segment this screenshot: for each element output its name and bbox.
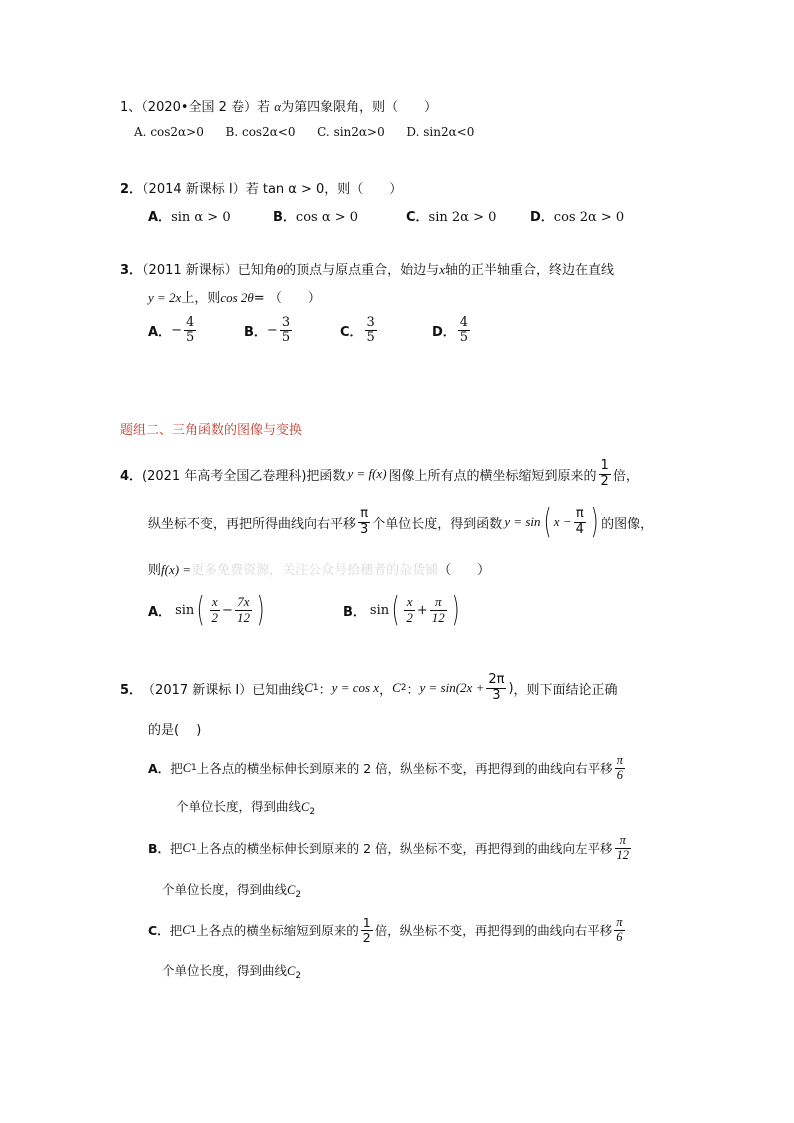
q5-number: 5． <box>120 682 143 698</box>
q3-option-b[interactable]: B． − $\frac{3}{5}$ <box>244 315 291 346</box>
q5-stem-line2: 的是( ) <box>148 723 202 738</box>
q4-option-b[interactable]: B． sin ( $\frac{x}{2}$ + $\frac{\pi}{12}$ ) <box>343 590 460 630</box>
q4-option-a[interactable]: A． sin ( $\frac{x}{2}$ − $\frac{7x}{12}$ ) <box>148 590 265 630</box>
q4-number: 4． <box>120 468 143 484</box>
q1-option-d[interactable]: D. sin2α<0 <box>406 125 475 139</box>
q5-option-b-cont: 个单位长度，得到曲线$C_2$ <box>162 882 302 900</box>
q3-stem-line1: 3．（2011 新课标）已知角θ的顶点与原点重合，始边与x轴的正半轴重合，终边在直线 <box>120 262 614 278</box>
q1-number: 1 <box>120 100 129 115</box>
q2-number: 2． <box>120 182 143 197</box>
q2-stem: 2．（2014 新课标 I）若 tan α > 0，则（ ） <box>120 182 403 197</box>
q3-option-d[interactable]: D． $\frac{4}{5}$ <box>432 315 469 346</box>
q2-option-a[interactable]: A．sin α > 0 <box>148 210 231 225</box>
q4-source: (2021 年高考全国乙卷理科) <box>142 468 307 484</box>
q3-options <box>148 316 548 358</box>
q1-stem: 1、（2020•全国 2 卷）若 α为第四象限角，则（ ） <box>120 99 438 115</box>
q1-option-b[interactable]: B. cos2α<0 <box>225 125 296 139</box>
q5-source: （2017 新课标 I） <box>142 682 253 698</box>
q2-option-c[interactable]: C．sin 2α > 0 <box>406 210 497 225</box>
q5-option-b[interactable]: B． 把 C 1 上各点的横坐标伸长到原来的 2 倍，纵坐标不变，再把得到的曲线向左平移 $\frac{\pi}{12}$ <box>148 832 630 862</box>
q3-option-a[interactable]: A． − $\frac{4}{5}$ <box>148 315 195 346</box>
q2-option-b[interactable]: B．cos α > 0 <box>273 210 359 225</box>
q1-option-a[interactable]: A. cos2α>0 <box>134 125 204 139</box>
q5-option-c-cont: 个单位长度，得到曲线$C_2$ <box>162 963 302 981</box>
q3-option-c[interactable]: C． $\frac{3}{5}$ <box>340 315 375 346</box>
q3-stem-line2: y = 2x上，则cos 2θ= （ ） <box>148 290 321 306</box>
q4-stem-line2: 纵坐标不变，再把所得曲线向右平移 $\frac{\pi}{3}$ 个单位长度，得到函数 y = sin ( x − $\frac{\pi}{4}$ ) 的图像， <box>148 502 654 542</box>
q5-stem-line1: 5． （2017 新课标 I） 已知曲线 C 1 ： y = cos x ， C 2 ： y = sin(2x + $\frac{2\pi}{3}$ ) ，则下面结论正确 <box>120 672 618 703</box>
q2-source: （2014 新课标 I） <box>142 182 246 197</box>
q4-stem-line1: 4． (2021 年高考全国乙卷理科) 把函数 y = f(x) 图像上所有点的横坐标缩短到原来的 $\frac{1}{2}$ 倍， <box>120 458 639 489</box>
section-heading: 题组二、三角函数的图像与变换 <box>120 423 303 438</box>
q3-source: （2011 新课标） <box>142 263 238 278</box>
q1-option-c[interactable]: C. sin2α>0 <box>317 125 385 139</box>
q2-option-d[interactable]: D．cos 2α > 0 <box>530 210 625 225</box>
watermark-text: 更多免费资源，关注公众号拾穗者的杂货铺 <box>191 563 439 578</box>
q5-option-a[interactable]: A． 把 C 1 上各点的横坐标伸长到原来的 2 倍，纵坐标不变，再把得到的曲线向右平移 $\frac{\pi}{6}$ <box>148 752 623 782</box>
q5-option-a-cont: 个单位长度，得到曲线$C_2$ <box>176 799 316 817</box>
q5-option-c[interactable]: C． 把 C 1 上各点的横坐标缩短到原来的 $\frac{1}{2}$ 倍，纵坐标不变，再把得到的曲线向右平移 $\frac{\pi}{6}$ <box>148 914 623 945</box>
q3-number: 3． <box>120 263 143 278</box>
q1-options <box>134 125 474 139</box>
q1-source: （2020•全国 2 卷） <box>141 100 258 115</box>
q4-stem-line3: 则f(x) =更多免费资源，关注公众号拾穗者的杂货铺（ ） <box>148 562 491 578</box>
